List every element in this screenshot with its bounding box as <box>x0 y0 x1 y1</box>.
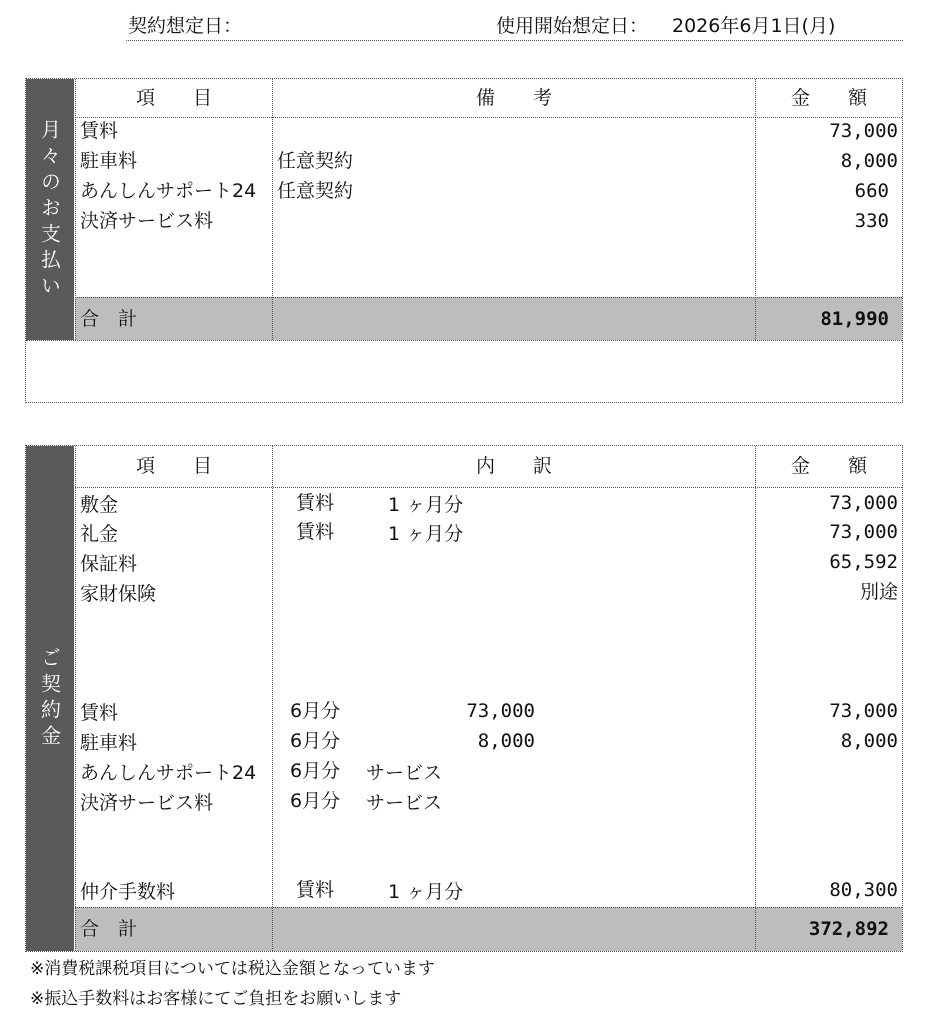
monthly-row-note: 任意契約 <box>277 150 354 172</box>
contract-row-detail-amount: 8,000 <box>477 730 535 752</box>
contract-row-detail: 賃料 <box>296 879 335 901</box>
monthly-total-amount: 81,990 <box>820 308 889 330</box>
monthly-row-item: 決済サービス料 <box>80 210 214 232</box>
contract-row-item: 駐車料 <box>80 732 138 754</box>
contract-row-amount: 73,000 <box>829 521 898 543</box>
contract-header-divider <box>75 487 902 488</box>
contract-vdivider-1 <box>272 446 273 951</box>
contract-row-item: 礼金 <box>80 523 119 545</box>
contract-row-amount: 別途 <box>859 581 898 603</box>
contract-total-label: 合 計 <box>80 918 138 940</box>
contract-date-label: 契約想定日： <box>128 15 243 37</box>
monthly-side-label: 月々のお支払い <box>26 79 74 340</box>
contract-row-detail: 賃料 <box>296 492 335 514</box>
tax-note: ※消費税課税項目については税込金額となっています <box>30 959 435 979</box>
transfer-fee-note: ※振込手数料はお客様にてご負担をお願いします <box>30 989 402 1009</box>
contract-row-item: 賃料 <box>80 702 119 724</box>
monthly-vdivider-1 <box>272 79 273 340</box>
contract-total-divider <box>75 907 902 908</box>
monthly-header-divider <box>75 117 902 118</box>
monthly-vdivider-0 <box>75 79 76 340</box>
contract-row-detail: 6月分 <box>290 730 341 752</box>
contract-row-amount: 8,000 <box>840 730 898 752</box>
monthly-row-note: 任意契約 <box>277 180 354 202</box>
contract-col-item: 項 目 <box>135 455 212 477</box>
monthly-row-item: 駐車料 <box>80 150 138 172</box>
contract-row-amount: 73,000 <box>829 492 898 514</box>
monthly-row-amount: 660 <box>854 180 889 202</box>
contract-row-item: 敷金 <box>80 494 119 516</box>
contract-col-detail: 内 訳 <box>475 455 552 477</box>
monthly-row-amount: 73,000 <box>829 120 898 142</box>
contract-row-amount: 65,592 <box>829 551 898 573</box>
contract-row-item: 保証料 <box>80 553 138 575</box>
contract-total-amount: 372,892 <box>808 918 889 940</box>
monthly-total-bottom-divider <box>26 340 902 341</box>
contract-row-item: 決済サービス料 <box>80 792 214 814</box>
monthly-total-top-divider <box>26 297 902 298</box>
contract-col-amount: 金 額 <box>790 455 867 477</box>
start-date-label: 使用開始想定日： <box>496 15 649 37</box>
contract-vdivider-0 <box>75 446 76 951</box>
monthly-row-item: あんしんサポート24 <box>80 180 257 202</box>
contract-row-amount: 80,300 <box>829 879 898 901</box>
contract-row-detail: 6月分 <box>290 700 341 722</box>
contract-row-detail: 賃料 <box>296 521 335 543</box>
contract-row-item: 仲介手数料 <box>80 881 176 903</box>
monthly-row-item: 賃料 <box>80 120 119 142</box>
contract-row-detail: 1 ヶ月分 <box>388 881 464 903</box>
contract-row-amount: 73,000 <box>829 700 898 722</box>
monthly-row-amount: 330 <box>854 210 889 232</box>
monthly-row-amount: 8,000 <box>840 150 898 172</box>
contract-side-label: ご契約金 <box>26 446 74 951</box>
monthly-col-note: 備 考 <box>475 87 552 109</box>
contract-row-detail: 1 ヶ月分 <box>388 523 464 545</box>
start-date-value: 2026年6月1日(月) <box>672 15 836 37</box>
header-underline <box>126 40 903 41</box>
contract-row-detail: 6月分 <box>290 790 341 812</box>
contract-row-detail: 6月分 <box>290 760 341 782</box>
contract-row-detail: サービス <box>366 792 443 814</box>
contract-row-detail-amount: 73,000 <box>466 700 535 722</box>
contract-row-detail: 1 ヶ月分 <box>388 494 464 516</box>
monthly-col-item: 項 目 <box>135 87 212 109</box>
contract-row-detail: サービス <box>366 762 443 784</box>
monthly-total-label: 合 計 <box>80 308 138 330</box>
contract-row-item: あんしんサポート24 <box>80 762 257 784</box>
contract-row-item: 家財保険 <box>80 583 157 605</box>
monthly-col-amount: 金 額 <box>790 87 867 109</box>
